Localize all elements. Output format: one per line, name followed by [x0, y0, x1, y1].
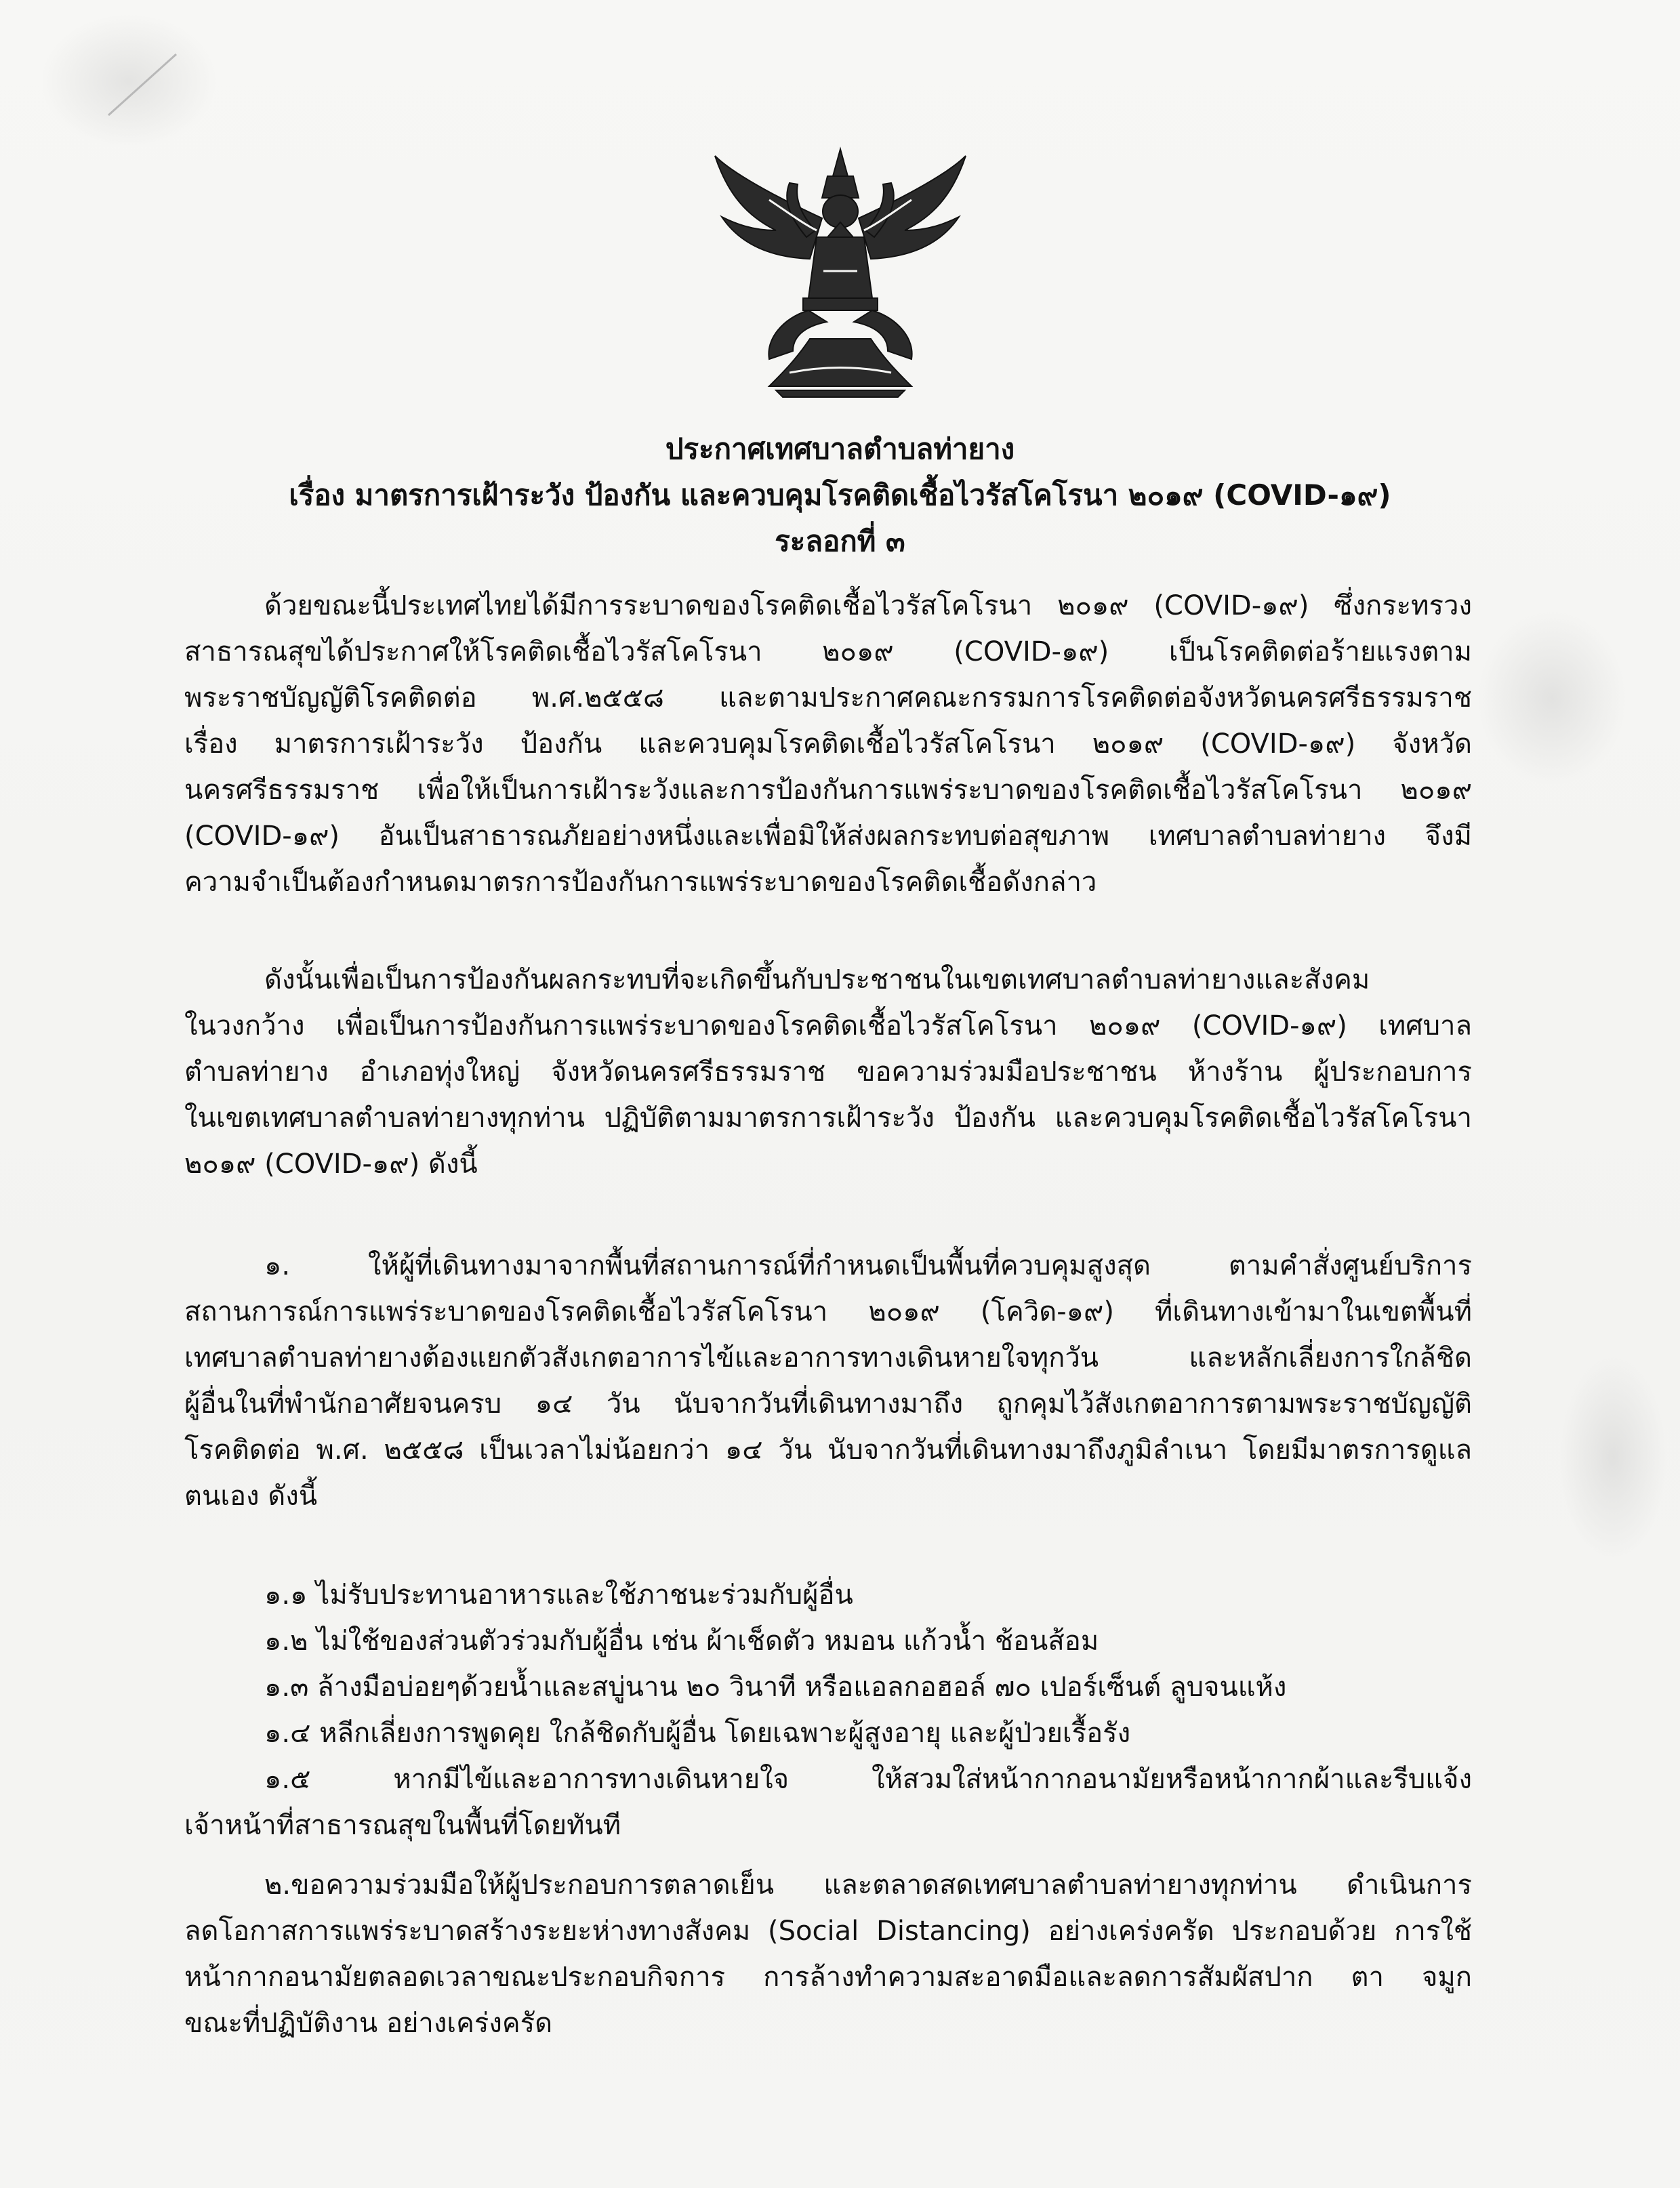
- scan-mark: [102, 47, 183, 122]
- text-line: นครศรีธรรมราช เพื่อให้เป็นการเฝ้าระวังและการป้องกันการแพร่ระบาดของโรคติดเชื้อไวรัสโคโรนา ๒๐๑๙: [184, 775, 1472, 806]
- garuda-emblem-icon: [688, 136, 993, 400]
- text-line: ๒.ขอความร่วมมือให้ผู้ประกอบการตลาดเย็น และตลาดสดเทศบาลตำบลท่ายางทุกท่าน ดำเนินการ: [264, 1870, 1472, 1901]
- text-line: สาธารณสุขได้ประกาศให้โรคติดเชื้อไวรัสโคโรนา ๒๐๑๙ (COVID-๑๙) เป็นโรคติดต่อร้ายแรงตาม: [184, 636, 1472, 667]
- text-line: ดังนั้นเพื่อเป็นการป้องกันผลกระทบที่จะเกิดขึ้นกับประชาชนในเขตเทศบาลตำบลท่ายางและสังคม: [264, 964, 1370, 995]
- list-item: ๑.๔ หลีกเลี่ยงการพูดคุย ใกล้ชิดกับผู้อื่น โดยเฉพาะผู้สูงอายุ และผู้ป่วยเรื้อรัง: [264, 1718, 1131, 1749]
- text-line: ด้วยขณะนี้ประเทศไทยได้มีการระบาดของโรคติดเชื้อไวรัสโคโรนา ๒๐๑๙ (COVID-๑๙) ซึ่งกระทรวง: [264, 590, 1472, 621]
- document-round: ระลอกที่ ๓: [775, 524, 905, 558]
- text-line: เจ้าหน้าที่สาธารณสุขในพื้นที่โดยทันที: [184, 1810, 621, 1841]
- document-title: ประกาศเทศบาลตำบลท่ายาง: [665, 432, 1015, 466]
- paragraph-request: [184, 957, 1472, 1187]
- list-item: ๑.๓ ล้างมือบ่อยๆด้วยน้ำและสบู่นาน ๒๐ วินาที หรือแอลกอฮอล์ ๗๐ เปอร์เซ็นต์ ลูบจนแห้ง: [264, 1672, 1287, 1703]
- paragraph-item-1: [184, 1243, 1472, 1519]
- text-line: โรคติดต่อ พ.ศ. ๒๕๕๘ เป็นเวลาไม่น้อยกว่า ๑๔ วัน นับจากวันที่เดินทางมาถึงภูมิลำเนา โดยมีมาตรการดูแล: [184, 1434, 1472, 1466]
- scan-smudge: [1477, 610, 1626, 786]
- list-item: ๑.๑ ไม่รับประทานอาหารและใช้ภาชนะร่วมกับผู้อื่น: [264, 1580, 853, 1611]
- text-line: ความจำเป็นต้องกำหนดมาตรการป้องกันการแพร่ระบาดของโรคติดเชื้อดังกล่าว: [184, 867, 1097, 898]
- paragraph-item-2: [184, 1862, 1472, 2046]
- document-subject: เรื่อง มาตรการเฝ้าระวัง ป้องกัน และควบคุมโรคติดเชื้อไวรัสโคโรนา ๒๐๑๙ (COVID-๑๙): [289, 478, 1391, 512]
- text-line: สถานการณ์การแพร่ระบาดของโรคติดเชื้อไวรัสโคโรนา ๒๐๑๙ (โควิด-๑๙) ที่เดินทางเข้ามาในเขตพื้นที่: [184, 1296, 1472, 1327]
- text-line: ๑. ให้ผู้ที่เดินทางมาจากพื้นที่สถานการณ์ที่กำหนดเป็นพื้นที่ควบคุมสูงสุด ตามคำสั่งศูนย์บริการ: [264, 1250, 1472, 1281]
- text-line: ผู้อื่นในที่พำนักอาศัยจนครบ ๑๔ วัน นับจากวันที่เดินทางมาถึง ถูกคุมไว้สังเกตอาการตามพระราชบัญญัติ: [184, 1388, 1472, 1420]
- text-line: ตนเอง ดังนี้: [184, 1481, 318, 1512]
- list-item-1-subitems: [184, 1572, 1472, 1802]
- paragraph-intro: [184, 583, 1472, 905]
- text-line: ในเขตเทศบาลตำบลท่ายางทุกท่าน ปฏิบัติตามมาตรการเฝ้าระวัง ป้องกัน และควบคุมโรคติดเชื้อไวรัสโคโรนา: [184, 1102, 1472, 1134]
- text-line: หน้ากากอนามัยตลอดเวลาขณะประกอบกิจการ การล้างทำความสะอาดมือและลดการสัมผัสปาก ตา จมูก: [184, 1962, 1472, 1993]
- list-item: ๑.๕ หากมีไข้และอาการทางเดินหายใจ ให้สวมใส่หน้ากากอนามัยหรือหน้ากากผ้าและรีบแจ้ง: [264, 1764, 1472, 1795]
- text-line: ๒๐๑๙ (COVID-๑๙) ดังนี้: [184, 1149, 478, 1180]
- text-line: ตำบลท่ายาง อำเภอทุ่งใหญ่ จังหวัดนครศรีธรรมราช ขอความร่วมมือประชาชน ห้างร้าน ผู้ประกอบการ: [184, 1056, 1472, 1088]
- text-line: เรื่อง มาตรการเฝ้าระวัง ป้องกัน และควบคุมโรคติดเชื้อไวรัสโคโรนา ๒๐๑๙ (COVID-๑๙) จังหวัด: [184, 728, 1472, 760]
- text-line: ในวงกว้าง เพื่อเป็นการป้องกันการแพร่ระบาดของโรคติดเชื้อไวรัสโคโรนา ๒๐๑๙ (COVID-๑๙) เทศบาล: [184, 1010, 1472, 1041]
- text-line: ลดโอกาสการแพร่ระบาดสร้างระยะห่างทางสังคม (Social Distancing) อย่างเคร่งครัด ประกอบด้วย การใช้: [184, 1916, 1472, 1947]
- text-line: (COVID-๑๙) อันเป็นสาธารณภัยอย่างหนึ่งและเพื่อมิให้ส่งผลกระทบต่อสุขภาพ เทศบาลตำบลท่ายาง จึงมี: [184, 821, 1472, 852]
- list-item: ๑.๒ ไม่ใช้ของส่วนตัวร่วมกับผู้อื่น เช่น ผ้าเช็ดตัว หมอน แก้วน้ำ ช้อนส้อม: [264, 1626, 1099, 1657]
- scan-smudge: [1559, 1355, 1667, 1559]
- list-item-continuation: [184, 1802, 1472, 1849]
- text-line: ขณะที่ปฏิบัติงาน อย่างเคร่งครัด: [184, 2008, 553, 2039]
- text-line: เทศบาลตำบลท่ายางต้องแยกตัวสังเกตอาการไข้และอาการทางเดินหายใจทุกวัน และหลักเลี่ยงการใกล้ชิด: [184, 1342, 1472, 1374]
- text-line: พระราชบัญญัติโรคติดต่อ พ.ศ.๒๕๕๘ และตามประกาศคณะกรรมการโรคติดต่อจังหวัดนครศรีธรรมราช: [184, 682, 1472, 714]
